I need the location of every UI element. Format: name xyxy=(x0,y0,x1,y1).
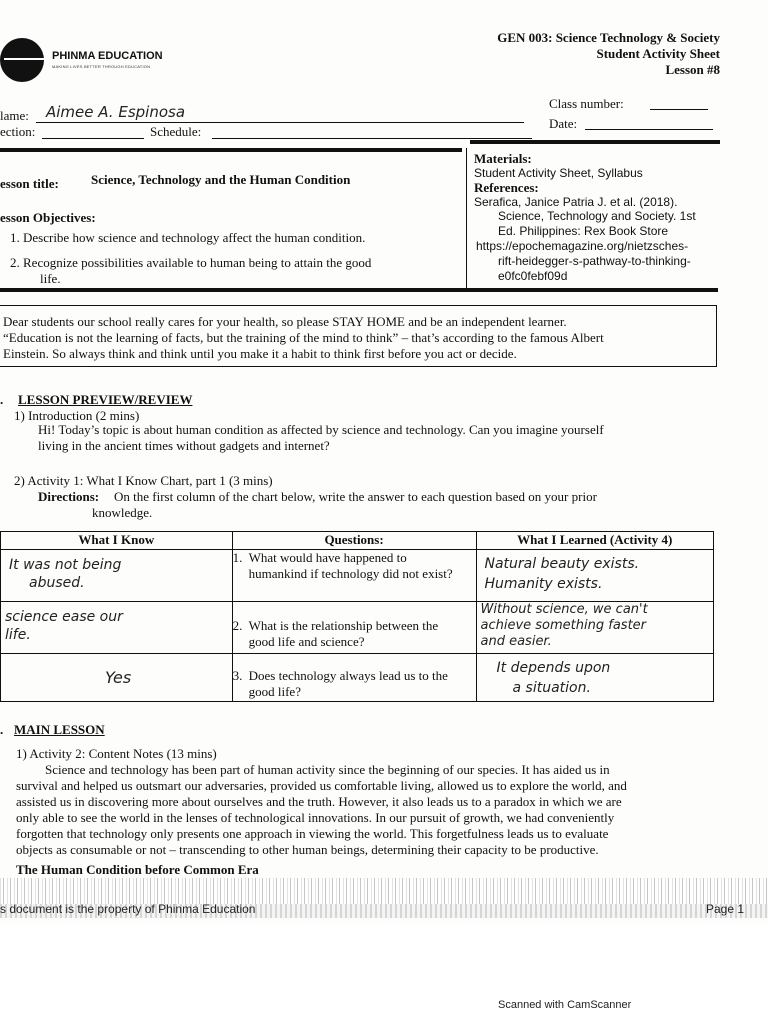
learned-1-line-1: Natural beauty exists. xyxy=(484,556,640,572)
know-cell-3[interactable] xyxy=(1,654,233,702)
learned-cell-1[interactable] xyxy=(476,550,714,602)
table-row xyxy=(1,654,714,702)
know-1-line-1: It was not being xyxy=(9,557,122,573)
lesson-title: Science, Technology and the Human Condition xyxy=(91,172,351,187)
paragraph-line-2: survival and helped us outsmart our adversaries, provided us comfortable living, allowed us to explore the world, and xyxy=(16,778,627,793)
question-cell-1 xyxy=(232,550,476,602)
learned-3-line-2: a situation. xyxy=(512,680,591,696)
intro-line-1: Hi! Today’s topic is about human condition as affected by science and technology. Can you imagine yourself xyxy=(38,422,604,437)
lesson-title-label: esson title: xyxy=(0,176,59,191)
sheet-title: Student Activity Sheet xyxy=(596,46,720,61)
course-title: GEN 003: Science Technology & Society xyxy=(497,30,720,45)
date-label: Date: xyxy=(549,116,578,131)
question-cell-3 xyxy=(232,654,476,702)
notice-line-3: Einstein. So always think and think until you make it a habit to think first before you act or decide. xyxy=(3,346,517,361)
notice-line-2: “Education is not the learning of facts, but the training of the mind to think” – that’s according to the famous Albert xyxy=(3,330,604,345)
logo-name: PHINMA EDUCATION xyxy=(52,50,163,62)
schedule-label: Schedule: xyxy=(150,124,202,139)
references-label: References: xyxy=(474,180,539,195)
question-3-text: Does technology always lead us to the good life? xyxy=(248,668,448,699)
reference-link-1: https://epochemagazine.org/nietzsches- xyxy=(476,239,689,253)
chart-header-know: What I Know xyxy=(1,532,233,550)
notice-line-1: Dear students our school really cares for your health, so please STAY HOME and be an independent learner. xyxy=(3,314,567,329)
directions-text-cont: knowledge. xyxy=(92,505,153,520)
section-label: ection: xyxy=(0,124,36,139)
know-cell-1[interactable] xyxy=(1,550,233,602)
learned-2-line-3: and easier. xyxy=(480,634,552,649)
class-number-label: Class number: xyxy=(549,96,624,111)
reference-link-3: e0fc0febf09d xyxy=(498,269,568,283)
question-2-text: What is the relationship between the good life and science? xyxy=(248,618,439,649)
table-row xyxy=(1,550,714,602)
learned-1-line-2: Humanity exists. xyxy=(484,576,603,592)
reference-line-1: Serafica, Janice Patria J. et al. (2018). xyxy=(474,195,678,209)
chart-header-row xyxy=(1,532,714,550)
paragraph-line-5: forgotten that technology only presents one approach in viewing the world. This forgetfulness leads us to evaluate xyxy=(16,826,609,841)
camscanner-watermark: Scanned with CamScanner xyxy=(498,999,632,1011)
know-2-line-1: science ease our xyxy=(5,609,123,625)
know-1-line-2: abused. xyxy=(29,575,85,591)
section-b-prefix: . xyxy=(0,722,4,737)
footer-page-number: Page 1 xyxy=(706,902,745,916)
scan-noise xyxy=(0,878,768,904)
directions-label: Directions: xyxy=(38,489,100,504)
paragraph-line-1: Science and technology has been part of human activity since the beginning of our species. It has aided us in xyxy=(45,762,610,777)
footer-ownership: s document is the property of Phinma Education xyxy=(0,902,256,916)
subheading: The Human Condition before Common Era xyxy=(16,862,259,877)
reference-line-2: Science, Technology and Society. 1st xyxy=(498,209,696,223)
phinma-logo-icon xyxy=(0,38,44,82)
notice-box xyxy=(0,305,717,367)
question-3-number: 3. xyxy=(232,668,243,683)
learned-cell-3[interactable] xyxy=(476,654,714,702)
name-label: lame: xyxy=(0,108,29,123)
table-row xyxy=(1,602,714,654)
reference-line-3: Ed. Philippines: Rex Book Store xyxy=(498,224,669,238)
section-b-heading: MAIN LESSON xyxy=(14,722,105,737)
directions-text: On the first column of the chart below, write the answer to each question based on your prior xyxy=(114,489,597,504)
chart-header-learned: What I Learned (Activity 4) xyxy=(476,532,714,550)
objective-2: 2. Recognize possibilities available to human being to attain the good xyxy=(10,255,372,270)
activity-2-title: 1) Activity 2: Content Notes (13 mins) xyxy=(16,746,217,761)
know-2-line-2: life. xyxy=(5,627,31,643)
chart-header-questions: Questions: xyxy=(232,532,476,550)
name-value[interactable]: Aimee A. Espinosa xyxy=(46,103,186,121)
materials-text: Student Activity Sheet, Syllabus xyxy=(474,166,643,180)
intro-title: 1) Introduction (2 mins) xyxy=(14,408,140,423)
logo-tagline: MAKING LIVES BETTER THROUGH EDUCATION xyxy=(52,64,151,69)
learned-2-line-1: Without science, we can't xyxy=(480,602,648,617)
lesson-number: Lesson #8 xyxy=(665,62,720,77)
question-2-number: 2. xyxy=(232,618,243,633)
question-1-text: What would have happened to humankind if technology did not exist? xyxy=(248,550,453,581)
know-cell-2[interactable] xyxy=(1,602,233,654)
question-1-number: 1. xyxy=(232,550,243,565)
what-i-know-chart xyxy=(0,531,714,702)
objective-2-cont: life. xyxy=(40,271,61,286)
learned-cell-2[interactable] xyxy=(476,602,714,654)
learned-3-line-1: It depends upon xyxy=(496,660,611,676)
reference-link-2: rift-heidegger-s-pathway-to-thinking- xyxy=(498,254,691,268)
paragraph-line-6: objects as consumable or not – transcending to other human beings, determining their capacity to be productive. xyxy=(16,842,599,857)
objective-1: 1. Describe how science and technology affect the human condition. xyxy=(10,230,366,245)
section-a-heading: LESSON PREVIEW/REVIEW xyxy=(18,392,193,407)
activity-1-title: 2) Activity 1: What I Know Chart, part 1 (3 mins) xyxy=(14,473,273,488)
materials-label: Materials: xyxy=(474,151,532,166)
question-cell-2 xyxy=(232,602,476,654)
learned-2-line-2: achieve something faster xyxy=(480,618,647,633)
intro-line-2: living in the ancient times without gadgets and internet? xyxy=(38,438,330,453)
objectives-label: esson Objectives: xyxy=(0,210,96,225)
know-3-line-1: Yes xyxy=(105,668,132,687)
paragraph-line-3: assisted us in discovering more about ourselves and the truth. However, it also leads us to a paradox in which we are xyxy=(16,794,622,809)
section-a-prefix: . xyxy=(0,392,4,407)
paragraph-line-4: only able to see the world in the lenses of technological innovations. In our pursuit of growth, we had conveniently xyxy=(16,810,615,825)
